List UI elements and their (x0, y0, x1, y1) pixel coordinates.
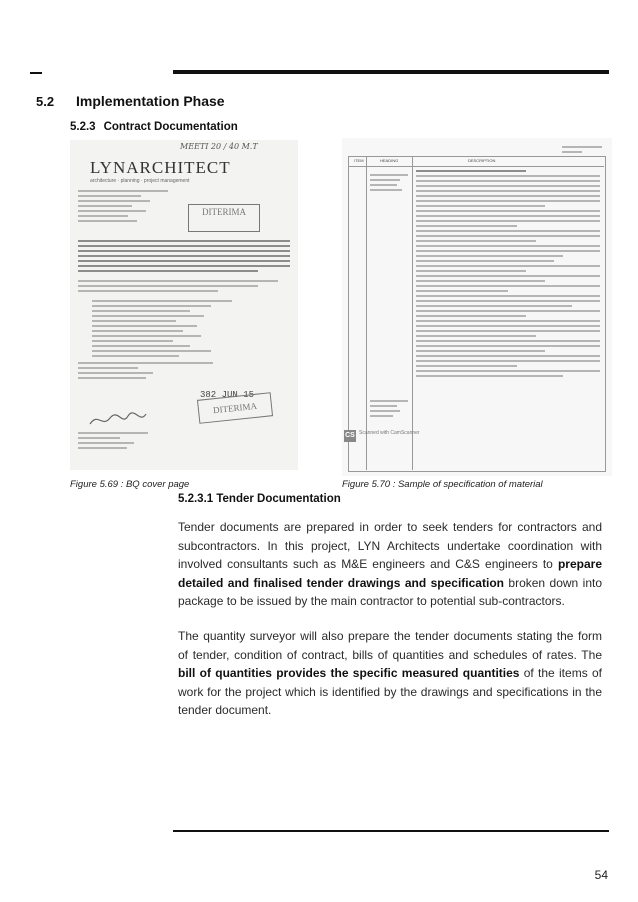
page-number: 54 (594, 868, 608, 882)
subsection-number: 5.2.3 (70, 121, 96, 133)
paragraph-emphasis: prepare detailed and finalised tender drawings and specification (178, 557, 602, 590)
figure-caption-right: Figure 5.70 : Sample of specification of material (342, 479, 543, 490)
spec-description-text (416, 170, 600, 380)
date-stamp: 382 JUN 15 (200, 390, 255, 400)
paragraph-text: broken down into package to be issued by the main contractor to potential sub-contractors. (178, 575, 602, 608)
paragraph-quantity-surveyor (178, 627, 602, 720)
closing-lines (78, 362, 228, 382)
subsection-title: Contract Documentation (103, 121, 238, 133)
paragraph-text: of the items of work for the project which is identified by the drawings and specifications in the tender document. (178, 666, 602, 717)
camscanner-icon: CS (344, 430, 356, 442)
enclosure-list (92, 300, 232, 360)
figure-caption-left: Figure 5.69 : BQ cover page (70, 479, 190, 490)
received-stamp: DITERIMA (188, 204, 260, 232)
lyn-architect-tagline: architecture · planning · project management (90, 178, 190, 184)
spec-heading-text (370, 174, 408, 194)
cc-lines (78, 432, 148, 452)
table-divider (366, 156, 367, 470)
letter-body (78, 280, 278, 295)
header-rule-long (173, 70, 609, 74)
address-block (78, 190, 168, 225)
section-number: 5.2 (36, 94, 55, 109)
col-item: ITEM (354, 158, 364, 163)
lyn-architect-logo: LYNARCHITECT (90, 158, 231, 177)
footer-rule (173, 830, 609, 832)
tender-documentation-heading: 5.2.3.1 Tender Documentation (178, 493, 341, 505)
spec-heading-text-2 (370, 400, 408, 420)
paragraph-text: Tender documents are prepared in order to seek tenders for contractors and subcontractors. In this project, LYN Architects undertake coordination with involved consultants such as M&E engineers and C&S engineers to (178, 520, 602, 571)
handwritten-note: MEETI 20 / 40 M.T (180, 142, 258, 151)
header-rule-short (30, 72, 42, 74)
paragraph-text: The quantity surveyor will also prepare the tender documents stating the form of tender, condition of contract, bills of quantities and schedules of rates. The (178, 629, 602, 662)
figure-bq-cover-page (70, 140, 298, 470)
camscanner-label: Scanned with CamScanner (359, 430, 420, 436)
paragraph-tender-documents (178, 518, 602, 611)
subsection-heading (70, 121, 238, 133)
received-stamp-bottom: DITERIMA (197, 392, 273, 424)
col-heading: HEADING (380, 158, 399, 163)
section-title: Implementation Phase (76, 93, 225, 109)
figure-specification-sheet (342, 138, 612, 476)
spec-table-header (348, 156, 604, 167)
letter-body-dense (78, 240, 290, 275)
paragraph-emphasis: bill of quantities provides the specific measured quantities (178, 666, 520, 680)
page-reference (562, 146, 602, 156)
table-divider (412, 156, 413, 470)
col-description: DESCRIPTION (468, 158, 496, 163)
signature (88, 410, 148, 430)
